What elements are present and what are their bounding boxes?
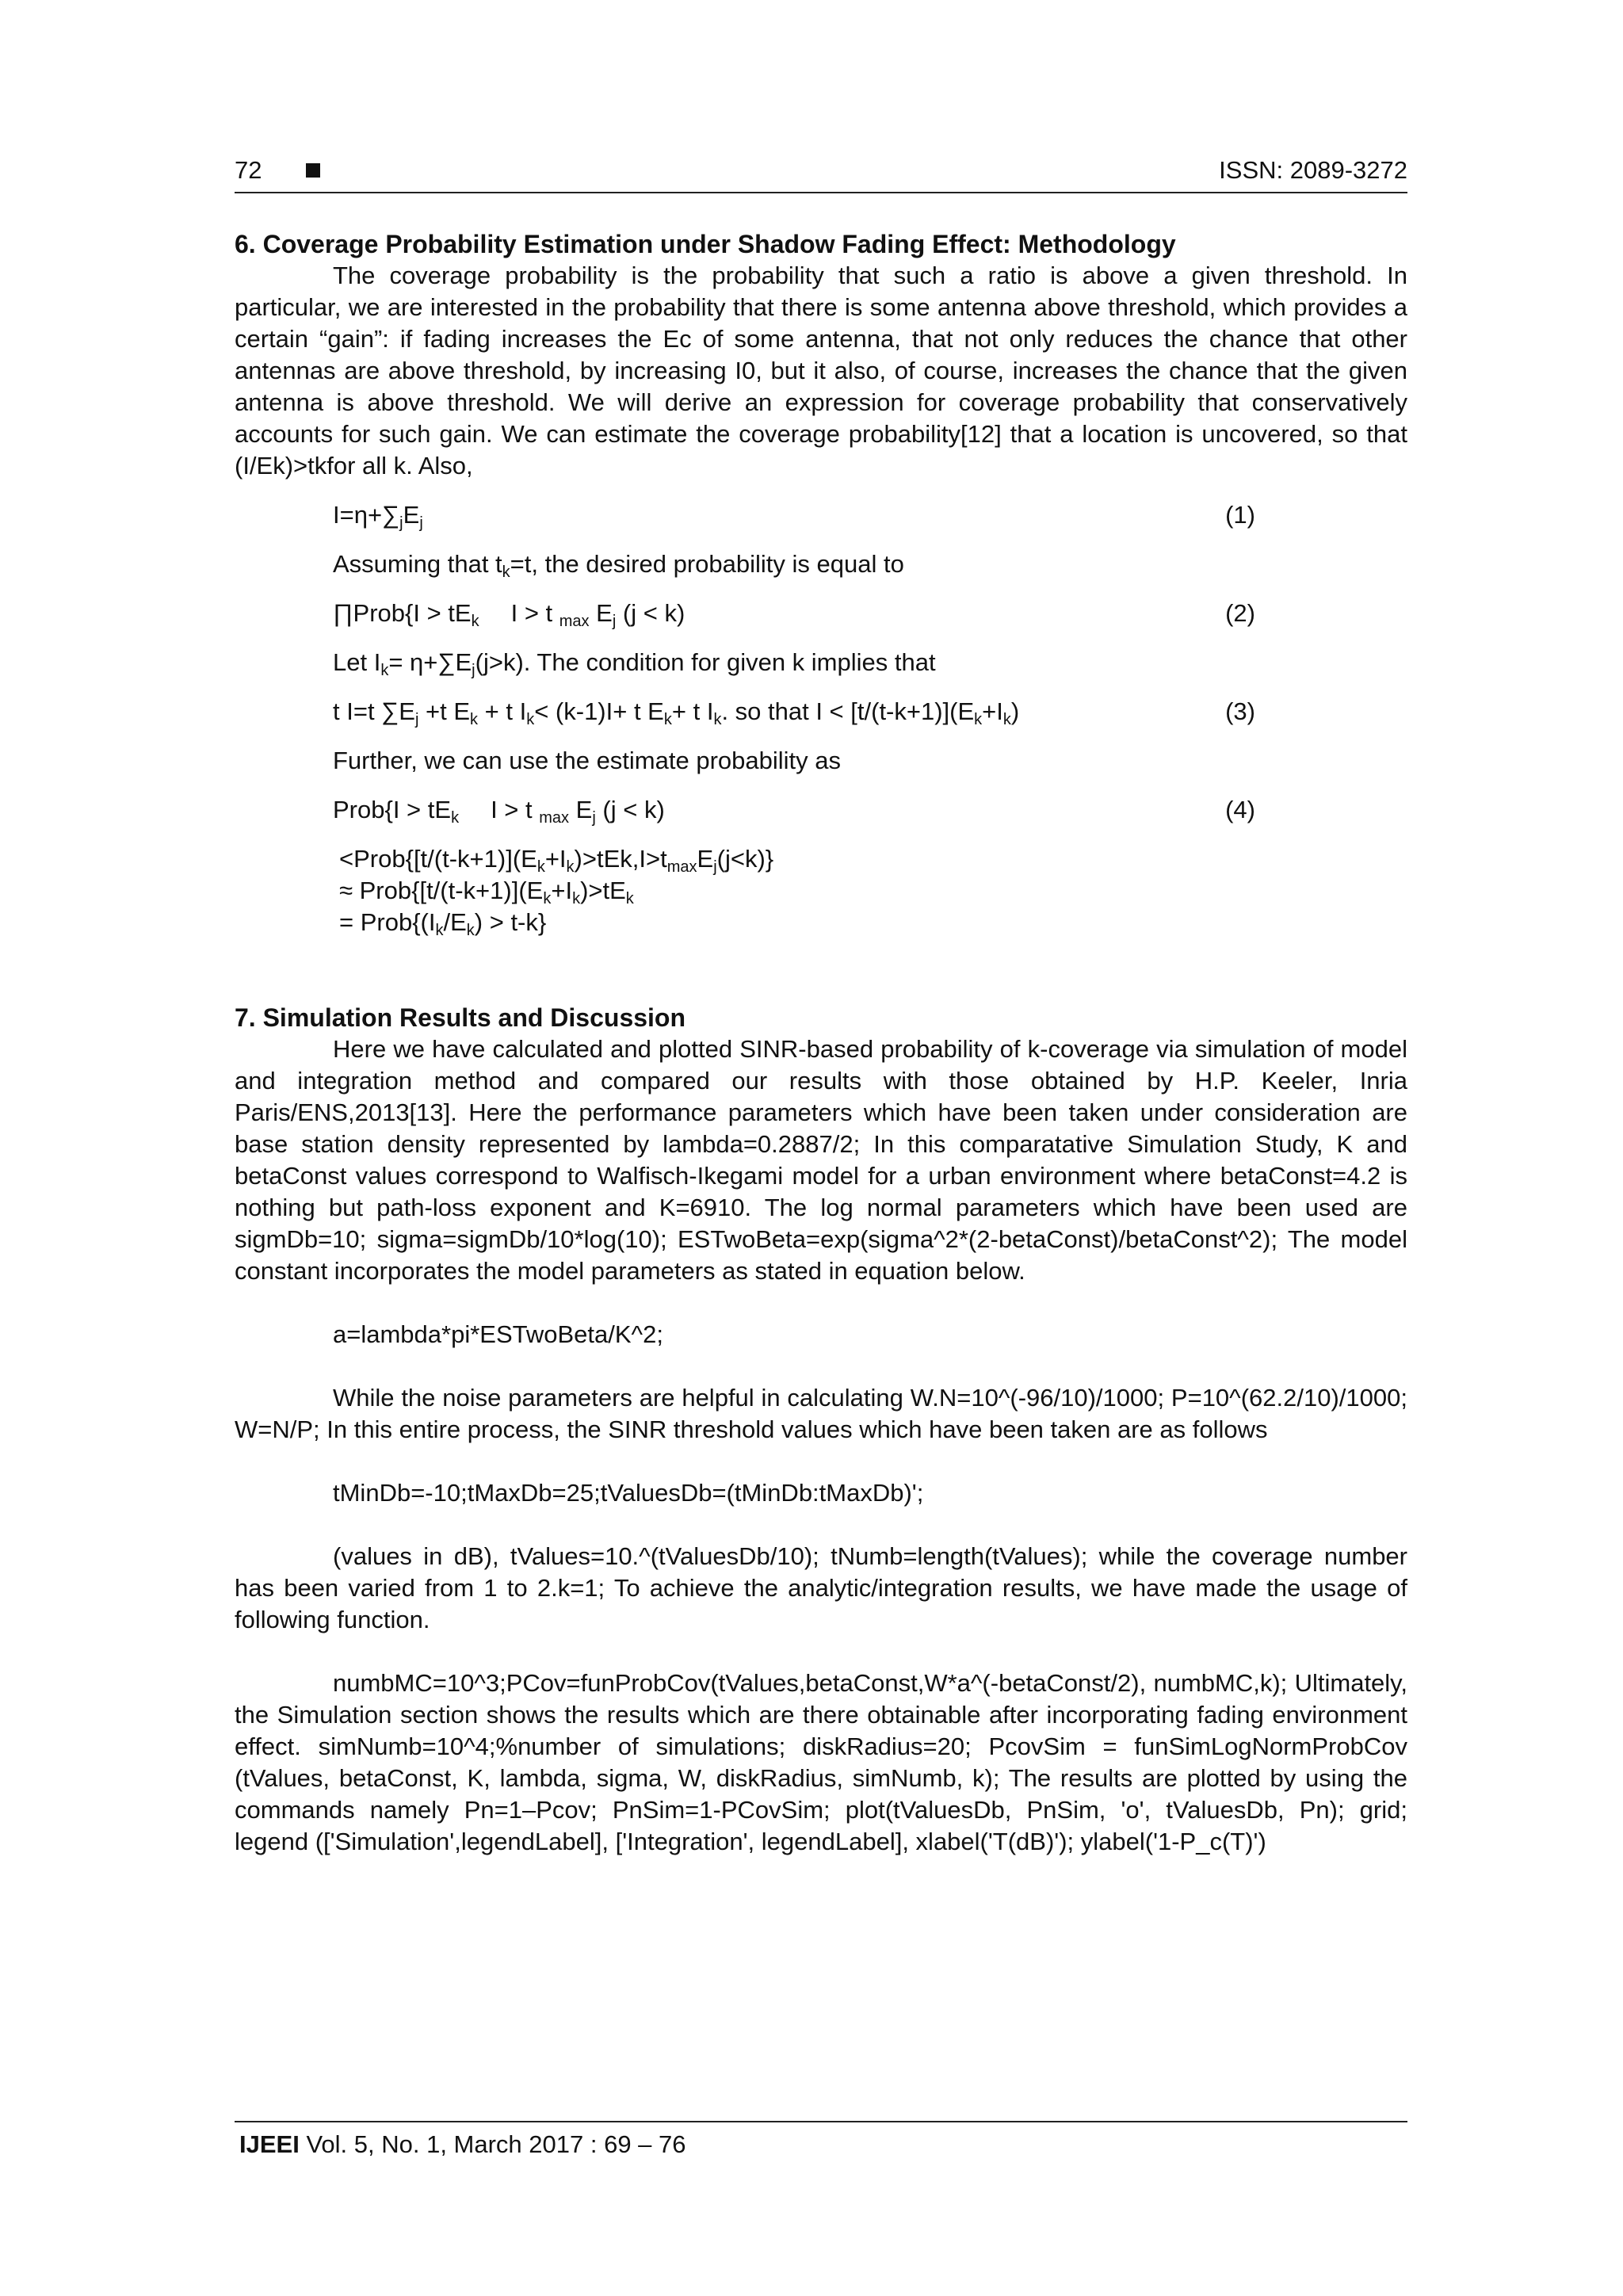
section-7-paragraph-2: While the noise parameters are helpful in calculating W.N=10^(-96/10)/1000; P=10^(62.2/10)/1000; W=N/P; In this entire process, the SINR threshold values which have been taken are as follows [235,1384,1407,1443]
section-7-paragraph-1: Here we have calculated and plotted SINR-based probability of k-coverage via simulation of model and integration method and compared our results with those obtained by H.P. Keeler, Inria Paris/ENS,2013[13]. Here the performance parameters which have been taken under consideration are base station density represented by lambda=0.2887/2; In this comparatative Simulation Study, K and betaConst values correspond to Walfisch-Ikegami model for a urban environment where betaConst=4.2 is nothing but path-loss exponent and K=6910. The log normal parameters which have been used are sigmDb=10; sigma=sigmDb/10*log(10); ESTwoBeta=exp(sigma^2*(2-betaConst)/betaConst^2); The model constant incorporates the model parameters as stated in equation below. [235,1035,1407,1285]
equation-4: Prob{I > $tE_k$ I > t $_{max}$ $E_j$ (j < k) (4) [333,796,1255,827]
section-6-heading: 6. Coverage Probability Estimation under Shadow Fading Effect: Methodology [235,230,1176,258]
let-line: Let $I_k= \eta+\sum E_j(j>k)$. The condition for given k implies that [333,648,936,679]
equation-2-number: (2) [1225,599,1255,627]
page-footer [235,2121,1407,2160]
journal-citation: Vol. 5, No. 1, March 2017 : 69 – 76 [299,2130,686,2158]
assuming-line: Assuming that $t_k=t$, the desired probability is equal to [333,550,904,581]
equation-4-derivation: $<Prob\{[t/(t-k+1)](E_k+I_k)>tEk,I>t_{max}E_j(j<k)\}$ ≈ $Prob\{[t/(t-k+1)](E_k+I_k)>tE_k$ = $Prob\{(I_k/E_k) > t-k\}$ [339,845,774,939]
equation-1: $I=\eta+\sum_jE_j$ (1) [333,501,1255,532]
equation-1-number: (1) [1225,501,1255,529]
code-model-constant: a=lambda*pi*ESTwoBeta/K^2; [333,1320,663,1348]
section-6-paragraph: The coverage probability is the probability that such a ratio is above a given threshold. In particular, we are interested in the probability that there is some antenna above threshold, which provides a certain “gain”: if fading increases the Ec of some antenna, that not only reduces the chance that other antennas are above threshold, by increasing I0, but it also, of course, increases the chance that the given antenna is above threshold. We will derive an expression for coverage probability that conservatively accounts for such gain. We can estimate the coverage probability[12] that a location is uncovered, so that (I/Ek)>tkfor all k. Also, [235,262,1407,479]
square-bullet-icon [306,163,320,178]
section-7-paragraph-3: (values in dB), tValues=10.^(tValuesDb/10); tNumb=length(tValues); while the coverage number has been varied from 1 to 2.k=1; To achieve the analytic/integration results, we have made the usage of following function. [235,1542,1407,1633]
equation-3: t I=t $\sum E_j +t$ $E_k + t$ $I_k< (k-1)I+ t$ $E_k+ t$ $I_k$. so that $I < [t/(t-k+1)](E_k+I_k)$ (3) [333,697,1255,728]
further-line: Further, we can use the estimate probability as [333,747,841,774]
section-7-heading: 7. Simulation Results and Discussion [235,1003,686,1032]
issn: ISSN: 2089-3272 [1219,156,1407,184]
page-body [235,228,1407,1858]
page-number: 72 [235,156,262,184]
equation-2: ∏Prob{I > $tE_k$ I > t $_{max}$ $E_j$ (j < k) (2) [333,599,1255,630]
page-header [235,155,1407,193]
equation-3-number: (3) [1225,697,1255,725]
journal-name: IJEEI [239,2130,300,2158]
section-7-paragraph-4: numbMC=10^3;PCov=funProbCov(tValues,betaConst,W*a^(-betaConst/2), numbMC,k); Ultimately, the Simulation section shows the results which are there obtainable after incorporating fading environment effect. simNumb=10^4;%number of simulations; diskRadius=20; PcovSim = funSimLogNormProbCov (tValues, betaConst, K, lambda, sigma, W, diskRadius, simNumb, k); The results are plotted by using the commands namely Pn=1–Pcov; PnSim=1-PCovSim; plot(tValuesDb, PnSim, 'o', tValuesDb, Pn); grid; legend (['Simulation',legendLabel], ['Integration', legendLabel], xlabel('T(dB)'); ylabel('1-P_c(T)') [235,1669,1407,1855]
equation-4-number: (4) [1225,796,1255,823]
code-threshold-values: tMinDb=-10;tMaxDb=25;tValuesDb=(tMinDb:tMaxDb)'; [333,1479,924,1507]
